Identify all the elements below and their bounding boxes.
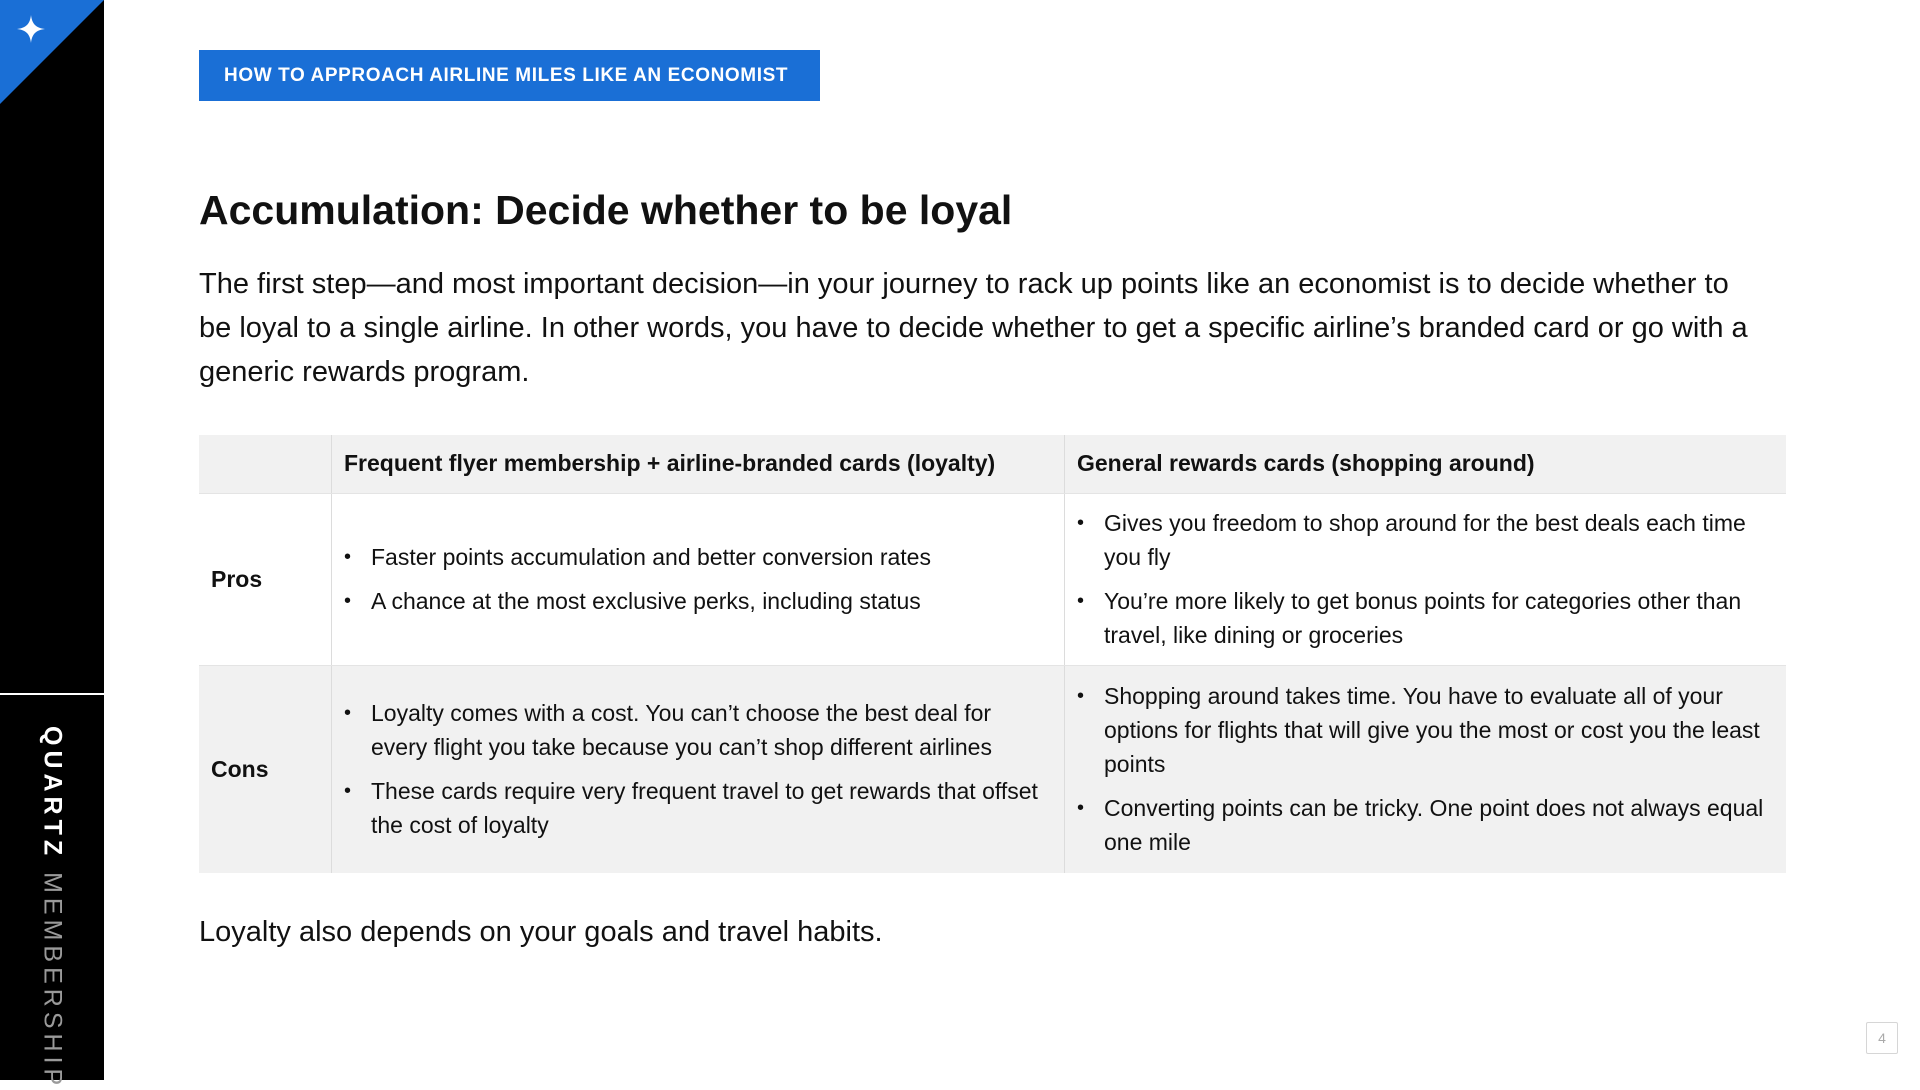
header-cell-empty — [199, 435, 332, 493]
list-cons-loyalty — [344, 696, 1052, 842]
brand-wordmark — [38, 726, 67, 1090]
list-item: • These cards require very frequent travel to get rewards that offset the cost of loyalty — [344, 774, 1052, 842]
comparison-table — [199, 435, 1786, 873]
row-label-cons: Cons — [211, 755, 269, 782]
sidebar-divider — [0, 693, 104, 695]
list-item: • Shopping around takes time. You have to evaluate all of your options for flights that will give you the most or cost you the least points — [1077, 679, 1774, 781]
list-item: • Faster points accumulation and better conversion rates — [344, 540, 1052, 574]
closing-text: Loyalty also depends on your goals and travel habits. — [199, 916, 883, 948]
cell-pros-general — [1065, 493, 1787, 665]
list-item: • A chance at the most exclusive perks, including status — [344, 584, 1052, 618]
table-header-row — [199, 435, 1786, 493]
page-number: 4 — [1866, 1022, 1898, 1054]
sidebar — [0, 0, 104, 1090]
list-item: • You’re more likely to get bonus points for categories other than travel, like dining or groceries — [1077, 584, 1774, 652]
brand-primary: QUARTZ — [38, 726, 67, 861]
intro-paragraph: The first step—and most important decision—in your journey to rack up points like an economist is to decide whether to be loyal to a single airline. In other words, you have to decide whether to get a specific airline’s branded card or go with a generic rewards program. — [199, 268, 1748, 388]
list-pros-loyalty — [344, 540, 1052, 618]
row-label-pros: Pros — [199, 493, 332, 665]
header-cell-loyalty: Frequent flyer membership + airline-branded cards (loyalty) — [332, 435, 1065, 493]
header-cell-general: General rewards cards (shopping around) — [1065, 435, 1787, 493]
page-title: Accumulation: Decide whether to be loyal — [199, 187, 1013, 233]
cell-cons-loyalty — [332, 665, 1065, 873]
list-pros-general — [1077, 506, 1774, 652]
star-icon — [14, 12, 48, 46]
brand-secondary: MEMBERSHIP — [38, 872, 67, 1090]
table-row-pros — [199, 493, 1786, 665]
cell-pros-loyalty — [332, 493, 1065, 665]
list-cons-general — [1077, 679, 1774, 859]
section-banner: HOW TO APPROACH AIRLINE MILES LIKE AN ECONOMIST — [199, 50, 820, 101]
list-item: • Loyalty comes with a cost. You can’t choose the best deal for every flight you take because you can’t shop different airlines — [344, 696, 1052, 764]
table-row-cons — [199, 665, 1786, 873]
cell-cons-general — [1065, 665, 1787, 873]
list-item: • Converting points can be tricky. One point does not always equal one mile — [1077, 791, 1774, 859]
list-item: • Gives you freedom to shop around for the best deals each time you fly — [1077, 506, 1774, 574]
